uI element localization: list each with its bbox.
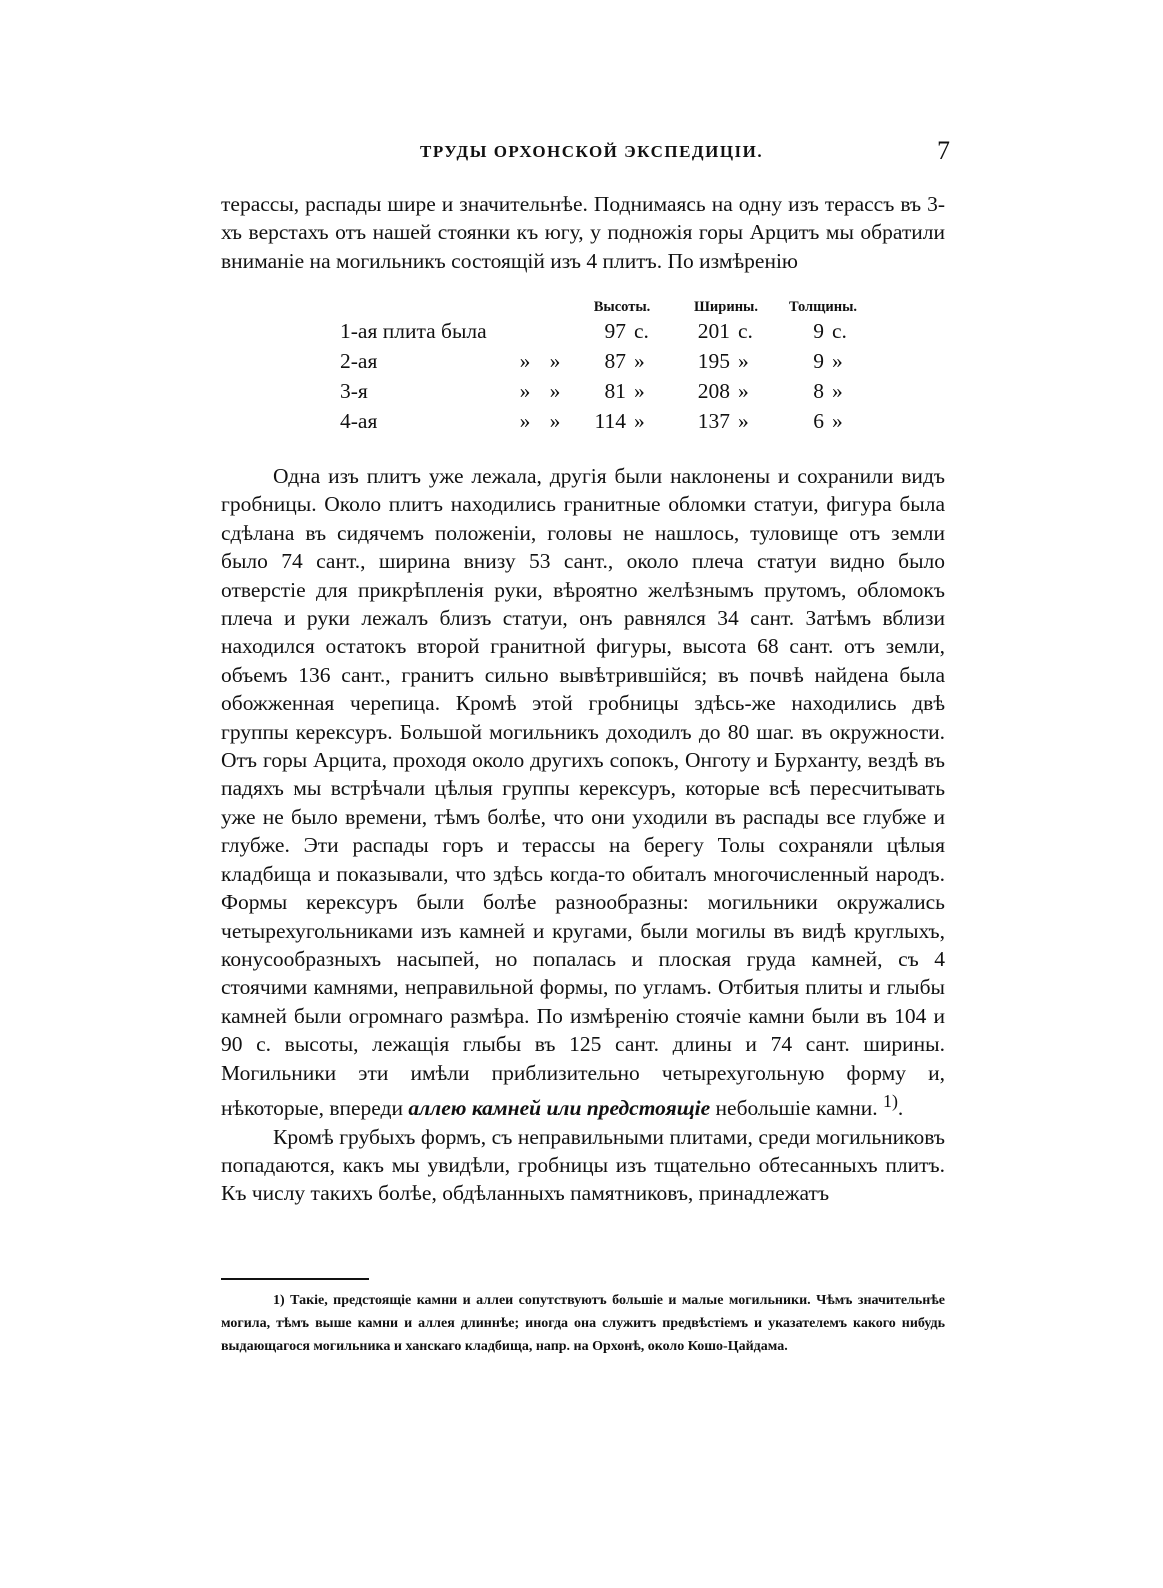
height-value: 114 — [594, 408, 626, 433]
measurement-table — [340, 292, 868, 436]
height-unit: с. — [634, 318, 649, 343]
body-paragraph-close: . — [897, 1096, 904, 1121]
thickness-value: 9 — [813, 348, 824, 373]
table-header-row — [340, 292, 868, 316]
header-thickness: Толщины. — [788, 299, 858, 315]
width-value: 201 — [697, 318, 730, 343]
intro-paragraph-block — [221, 190, 945, 275]
row-label: 1-ая плита была — [340, 318, 487, 343]
body-paragraph-end: небольшiе камни. — [715, 1096, 878, 1121]
row-label: 3-я — [340, 378, 368, 403]
intro-paragraph: терассы, распады шире и значительнѣе. Поднимаясь на одну изъ терассъ въ 3-хъ верстахъ отъ нашей стоянки къ югу, у подножiя горы Арцитъ мы обратили вниманiе на могильникъ состоящiй изъ 4 плитъ. По измѣренiю — [221, 192, 945, 273]
height-value: 97 — [604, 318, 626, 343]
height-unit: » — [634, 408, 645, 433]
ditto-mark: » — [519, 348, 531, 373]
footnote-marker: 1) — [273, 1293, 285, 1308]
italic-phrase: аллею камней или предстоящiе — [408, 1096, 711, 1121]
header-height: Высоты. — [593, 299, 651, 315]
table-row — [340, 316, 868, 346]
header-width: Ширины. — [694, 299, 758, 315]
width-unit: » — [738, 408, 749, 433]
thickness-unit: » — [832, 378, 843, 403]
width-unit: » — [738, 348, 749, 373]
thickness-unit: » — [832, 408, 843, 433]
table-row — [340, 406, 868, 436]
width-value: 195 — [697, 348, 730, 373]
ditto-mark: » — [519, 408, 531, 433]
footnote-text: Такiе, предстоящiе камни и аллеи сопутствуютъ большiе и малые могильники. Чѣмъ значительнѣе могила, тѣмъ выше камни и аллея длиннѣе; иногда она служитъ предвѣстiемъ и указателемъ какого нибудь выдающагося могильника и ханскаго кладбища, напр. на Орхонѣ, около Кошо-Цайдама. — [221, 1293, 945, 1354]
width-unit: с. — [738, 318, 753, 343]
thickness-unit: с. — [832, 318, 847, 343]
height-unit: » — [634, 378, 645, 403]
height-unit: » — [634, 348, 645, 373]
width-value: 208 — [697, 378, 730, 403]
page-number: 7 — [937, 136, 950, 165]
width-value: 137 — [697, 408, 730, 433]
ditto-mark: » — [519, 378, 531, 403]
ditto-mark: » — [549, 348, 561, 373]
thickness-value: 8 — [813, 378, 824, 403]
table-row — [340, 346, 868, 376]
body-paragraph — [221, 462, 945, 1123]
height-value: 81 — [604, 378, 626, 403]
main-text-block — [221, 462, 945, 1208]
thickness-unit: » — [832, 348, 843, 373]
body-paragraph-text: Одна изъ плитъ уже лежала, другiя были наклонены и сохранили видъ гробницы. Около плитъ находились гранитные обломки статуи, фигура была сдѣлана въ сидячемъ положенiи, головы не нашлось, туловище отъ земли было 74 сант., ширина внизу 53 сант., около плеча статуи видно было отверстiе для прикрѣпленiя руки, вѣроятно желѣзнымъ прутомъ, обломокъ плеча и руки лежалъ близъ статуи, онъ равнялся 34 сант. Затѣмъ вблизи находился остатокъ второй гранитной фигуры, высота 68 сант. отъ земли, объемъ 136 сант., гранитъ сильно вывѣтрившiйся; въ почвѣ найдена была обожженная черепица. Кромѣ этой гробницы здѣсь-же находились двѣ группы керексуръ. Большой могильникъ доходилъ до 80 шаг. въ окружности. Отъ горы Арцита, проходя около другихъ сопокъ, Онготу и Бурханту, вездѣ въ падяхъ мы встрѣчали цѣлыя группы керексуръ, которые всѣ пересчитывать уже не было времени, тѣмъ болѣе, что они уходили въ распады все глубже и глубже. Эти распады горъ и терассы на берегу Толы сохраняли цѣлыя кладбища и показывали, что здѣсь когда-то обиталъ многочисленный народъ. Формы керексуръ были болѣе разнообразны: могильники окружались четырехугольниками изъ камней и кругами, были могилы въ видѣ круглыхъ, конусообразныхъ насыпей, но попалась и плоская груда камней, съ 4 стоячими камнями, неправильной формы, по угламъ. Отбитыя плиты и глыбы камней были огромнаго размѣра. По измѣренiю стоячiе камни были въ 104 и 90 с. высоты, лежащiя глыбы въ 125 сант. длины и 74 сант. ширины. Могильники эти имѣли приблизительно четырехугольную форму и, нѣкоторые, впереди — [221, 464, 945, 1121]
table-row — [340, 376, 868, 406]
body-paragraph: Кромѣ грубыхъ формъ, съ неправильными плитами, среди могильниковъ попадаются, какъ мы увидѣли, гробницы изъ тщательно обтесанныхъ плитъ. Къ числу такихъ болѣе, обдѣланныхъ памятниковъ, принадлежатъ — [221, 1124, 945, 1206]
footnote-divider — [221, 1278, 369, 1280]
width-unit: » — [738, 378, 749, 403]
thickness-value: 9 — [813, 318, 824, 343]
height-value: 87 — [604, 348, 626, 373]
row-label: 4-ая — [340, 408, 378, 433]
running-title: ТРУДЫ ОРХОНСКОЙ ЭКСПЕДИЦIИ. — [420, 142, 764, 161]
ditto-mark: » — [549, 408, 561, 433]
footnote — [221, 1290, 945, 1358]
footnote-reference[interactable]: 1) — [882, 1090, 898, 1111]
footnote-paragraph — [221, 1290, 945, 1358]
ditto-mark: » — [549, 378, 561, 403]
thickness-value: 6 — [813, 408, 824, 433]
row-label: 2-ая — [340, 348, 378, 373]
